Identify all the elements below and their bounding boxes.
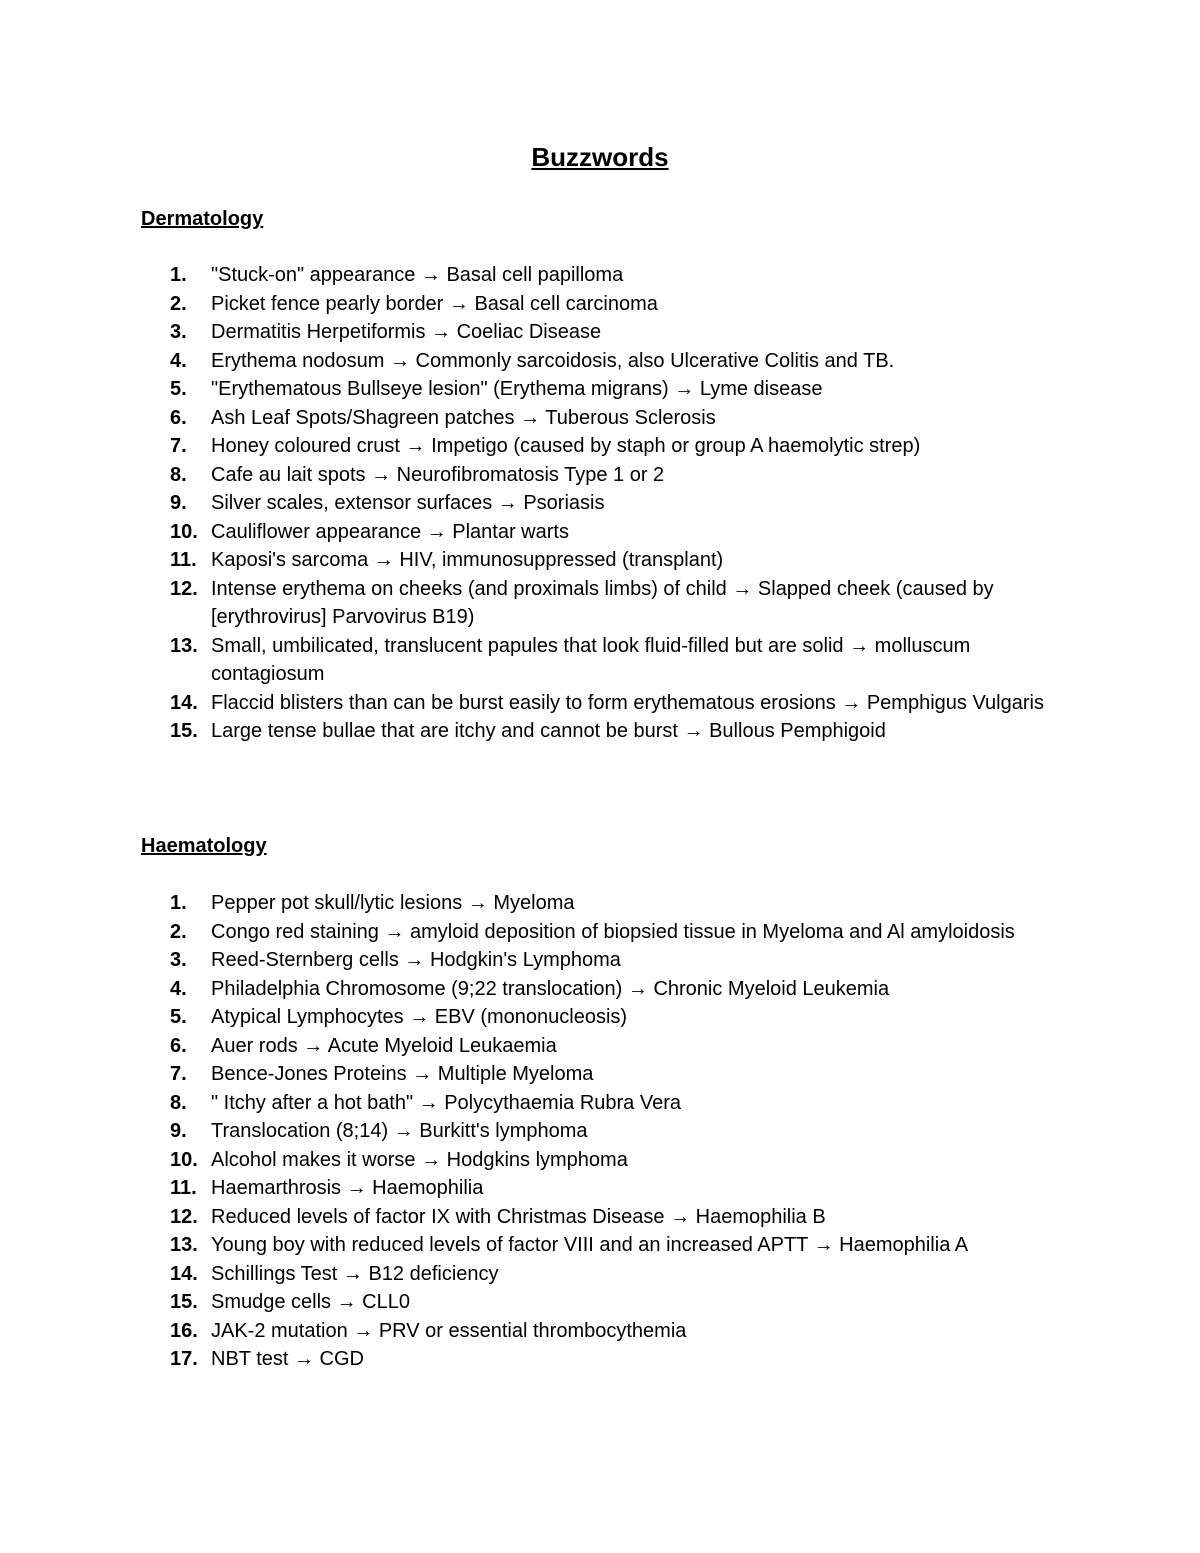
list-item bbox=[170, 918, 1070, 947]
list-item-number: 13. bbox=[170, 1234, 198, 1256]
list-item-text: Auer rods → Acute Myeloid Leukaemia bbox=[211, 1034, 557, 1057]
list-item-text: NBT test → CGD bbox=[211, 1348, 364, 1370]
list-item-number: 9. bbox=[170, 492, 187, 514]
list-item bbox=[170, 1203, 1070, 1232]
list-item-text: Flaccid blisters than can be burst easily to form erythematous erosions → Pemphigus Vulgaris bbox=[211, 691, 1044, 714]
list-item-text: Young boy with reduced levels of factor VIII and an increased APTT → Haemophilia A bbox=[211, 1234, 969, 1256]
list-item-number: 4. bbox=[170, 349, 187, 372]
list-item-number: 12. bbox=[170, 1205, 198, 1228]
list-item bbox=[170, 889, 1070, 918]
list-item-number: 5. bbox=[170, 378, 187, 400]
list-item-text: Kaposi's sarcoma → HIV, immunosuppressed (transplant) bbox=[211, 549, 724, 571]
list-item-number: 11. bbox=[170, 1177, 197, 1199]
list-item-number: 4. bbox=[170, 977, 187, 1000]
list-item bbox=[170, 1260, 1070, 1289]
list-item bbox=[170, 1060, 1070, 1089]
list-item-number: 15. bbox=[170, 1291, 198, 1313]
list-item-text: Ash Leaf Spots/Shagreen patches → Tuberous Sclerosis bbox=[211, 406, 716, 429]
list-item-text: Alcohol makes it worse → Hodgkins lymphoma bbox=[211, 1148, 628, 1171]
list-item-number: 1. bbox=[170, 892, 187, 914]
list-item-text: Small, umbilicated, translucent papules that look fluid-filled but are solid → molluscum contagiosum bbox=[211, 634, 971, 685]
list-item bbox=[170, 261, 1070, 290]
list-item-number: 3. bbox=[170, 949, 187, 971]
list-item bbox=[170, 432, 1070, 461]
list-item bbox=[170, 347, 1070, 376]
list-item-text: Translocation (8;14) → Burkitt's lymphoma bbox=[211, 1120, 588, 1142]
list-item bbox=[170, 1231, 1070, 1260]
list-item-text: Intense erythema on cheeks (and proximals limbs) of child → Slapped cheek (caused by [erythrovirus] Parvovirus B19) bbox=[211, 577, 994, 628]
list-item-number: 7. bbox=[170, 435, 187, 457]
list-item-number: 8. bbox=[170, 463, 187, 486]
list-item-text: Pepper pot skull/lytic lesions → Myeloma bbox=[211, 892, 575, 914]
list-item-text: JAK-2 mutation → PRV or essential thrombocythemia bbox=[211, 1319, 687, 1342]
list-item bbox=[170, 461, 1070, 490]
list-item-number: 6. bbox=[170, 406, 187, 429]
haematology-list bbox=[170, 889, 1070, 1374]
list-item-text: Dermatitis Herpetiformis → Coeliac Disease bbox=[211, 321, 602, 343]
list-item-number: 15. bbox=[170, 720, 198, 742]
list-item-text: Cafe au lait spots → Neurofibromatosis Type 1 or 2 bbox=[211, 463, 665, 486]
list-item-text: Picket fence pearly border → Basal cell carcinoma bbox=[211, 292, 658, 315]
section-heading-dermatology: Dermatology bbox=[141, 208, 264, 230]
list-item bbox=[170, 1003, 1070, 1032]
list-item-number: 14. bbox=[170, 691, 198, 714]
list-item-text: Erythema nodosum → Commonly sarcoidosis, also Ulcerative Colitis and TB. bbox=[211, 349, 895, 372]
list-item-text: Schillings Test → B12 deficiency bbox=[211, 1262, 499, 1285]
list-item-text: Reduced levels of factor IX with Christmas Disease → Haemophilia B bbox=[211, 1205, 826, 1228]
list-item bbox=[170, 404, 1070, 433]
list-item-number: 14. bbox=[170, 1262, 198, 1285]
list-item bbox=[170, 1174, 1070, 1203]
page-title: Buzzwords bbox=[531, 142, 669, 172]
list-item-number: 6. bbox=[170, 1034, 187, 1057]
list-item bbox=[170, 632, 1070, 689]
list-item bbox=[170, 689, 1070, 718]
list-item bbox=[170, 975, 1070, 1004]
list-item bbox=[170, 546, 1070, 575]
list-item-number: 10. bbox=[170, 1148, 198, 1171]
list-item-number: 17. bbox=[170, 1348, 198, 1370]
list-item-text: Reed-Sternberg cells → Hodgkin's Lymphoma bbox=[211, 949, 621, 971]
list-item-text: "Stuck-on" appearance → Basal cell papilloma bbox=[211, 264, 624, 286]
list-item bbox=[170, 1288, 1070, 1317]
list-item bbox=[170, 946, 1070, 975]
list-item-text: Haemarthrosis → Haemophilia bbox=[211, 1177, 484, 1199]
list-item bbox=[170, 575, 1070, 632]
list-item-text: Large tense bullae that are itchy and cannot be burst → Bullous Pemphigoid bbox=[211, 720, 886, 742]
list-item-text: Bence-Jones Proteins → Multiple Myeloma bbox=[211, 1063, 594, 1085]
list-item-number: 13. bbox=[170, 634, 198, 657]
list-item-number: 2. bbox=[170, 292, 187, 315]
list-item bbox=[170, 1032, 1070, 1061]
list-item bbox=[170, 375, 1070, 404]
list-item bbox=[170, 1317, 1070, 1346]
list-item bbox=[170, 1146, 1070, 1175]
list-item-text: Philadelphia Chromosome (9;22 translocation) → Chronic Myeloid Leukemia bbox=[211, 977, 890, 1000]
list-item bbox=[170, 1117, 1070, 1146]
list-item-number: 5. bbox=[170, 1006, 187, 1028]
list-item bbox=[170, 489, 1070, 518]
list-item-number: 16. bbox=[170, 1319, 198, 1342]
list-item-text: Silver scales, extensor surfaces → Psoriasis bbox=[211, 492, 605, 514]
list-item-number: 8. bbox=[170, 1091, 187, 1114]
list-item-number: 10. bbox=[170, 520, 198, 543]
list-item bbox=[170, 290, 1070, 319]
list-item-text: Congo red staining → amyloid deposition of biopsied tissue in Myeloma and Al amyloidosis bbox=[211, 920, 1015, 943]
list-item bbox=[170, 1089, 1070, 1118]
list-item-text: Honey coloured crust → Impetigo (caused by staph or group A haemolytic strep) bbox=[211, 435, 921, 457]
list-item-text: "Erythematous Bullseye lesion" (Erythema migrans) → Lyme disease bbox=[211, 378, 823, 400]
list-item-number: 1. bbox=[170, 264, 187, 286]
list-item bbox=[170, 318, 1070, 347]
list-item-text: Atypical Lymphocytes → EBV (mononucleosis) bbox=[211, 1006, 628, 1028]
list-item-text: Cauliflower appearance → Plantar warts bbox=[211, 520, 569, 543]
list-item-number: 3. bbox=[170, 321, 187, 343]
list-item bbox=[170, 717, 1070, 746]
list-item-number: 11. bbox=[170, 549, 197, 571]
list-item-number: 7. bbox=[170, 1063, 187, 1085]
list-item-number: 12. bbox=[170, 577, 198, 600]
list-item-number: 9. bbox=[170, 1120, 187, 1142]
list-item bbox=[170, 518, 1070, 547]
list-item bbox=[170, 1345, 1070, 1374]
list-item-number: 2. bbox=[170, 920, 187, 943]
dermatology-list bbox=[170, 261, 1070, 746]
list-item-text: Smudge cells → CLL0 bbox=[211, 1291, 410, 1313]
section-heading-haematology: Haematology bbox=[141, 835, 267, 857]
list-item-text: " Itchy after a hot bath" → Polycythaemia Rubra Vera bbox=[211, 1091, 681, 1114]
